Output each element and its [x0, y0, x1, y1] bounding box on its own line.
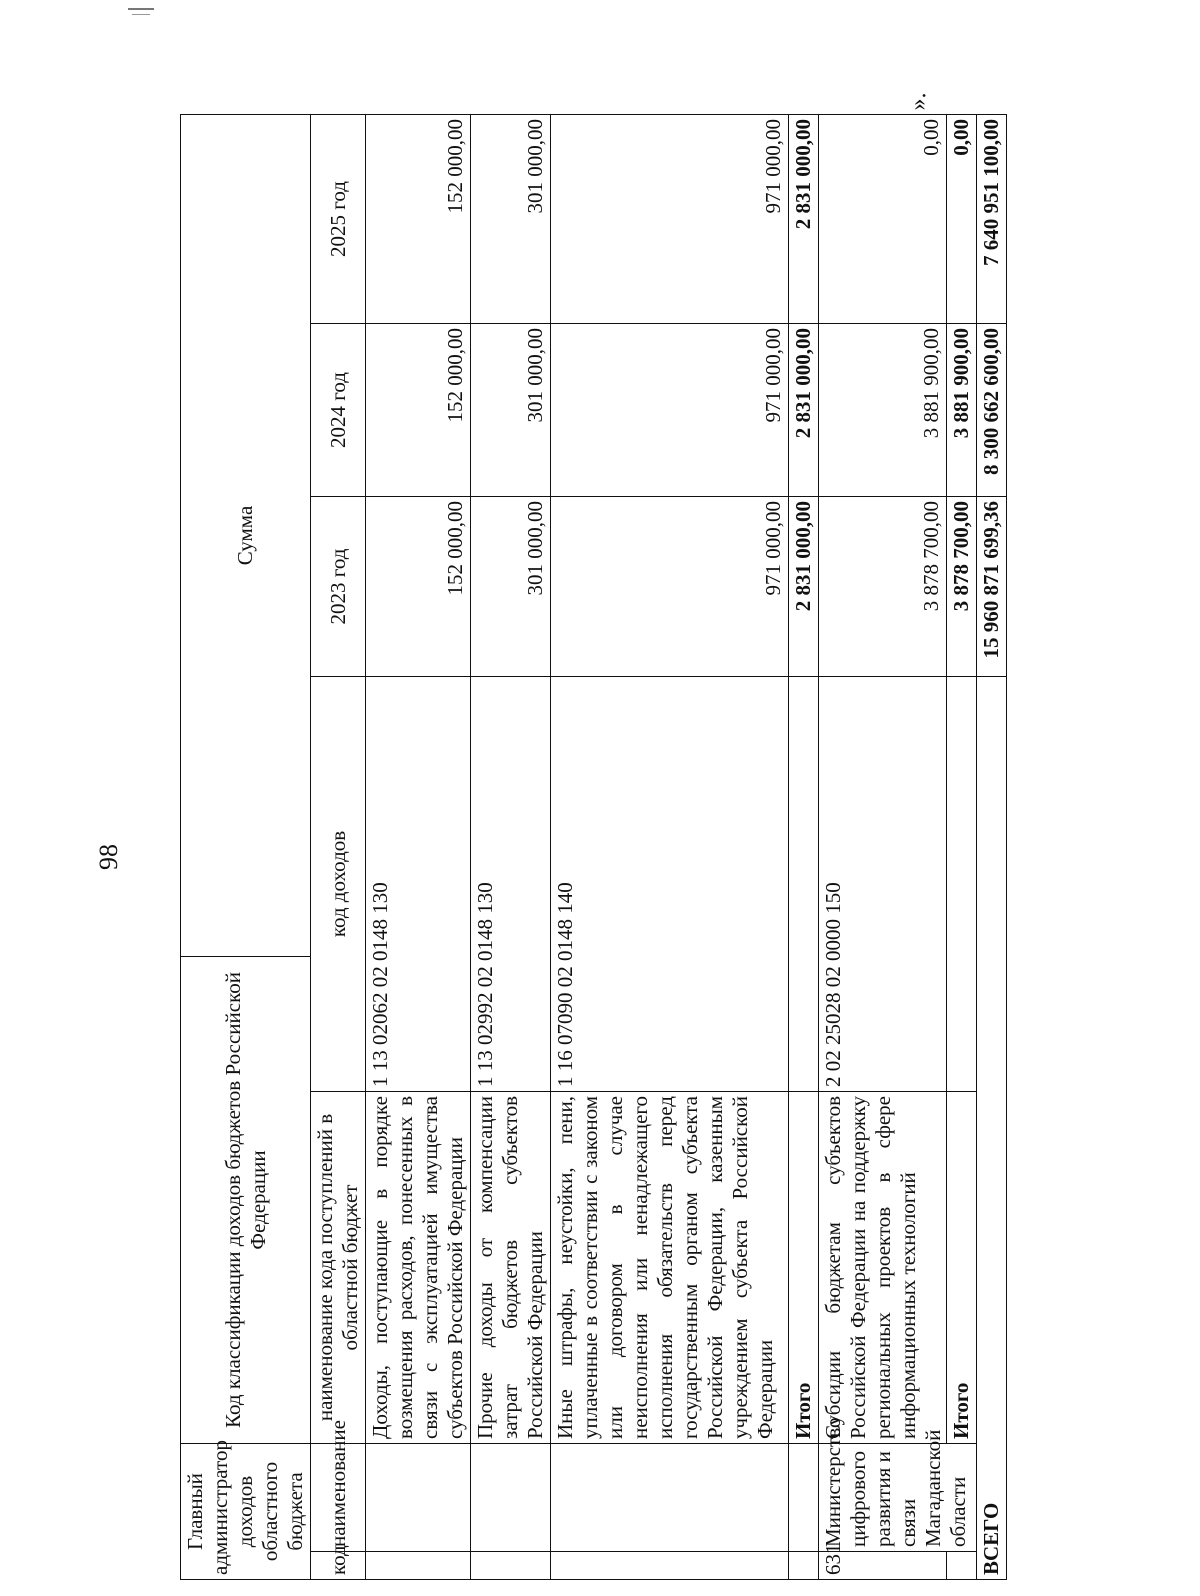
subtotal-row: [947, 114, 977, 1579]
subtotal-label: Итого: [789, 1092, 819, 1444]
grand-total-2023: 15 960 871 699,36: [977, 496, 1007, 676]
header-sum-group: Сумма: [181, 114, 311, 956]
cell-income-code: 1 13 02062 02 0148 130: [366, 676, 471, 1091]
subtotal-2023: 3 878 700,00: [947, 496, 977, 676]
table-row: [471, 114, 551, 1579]
header-classification-group: Код классификации доходов бюджетов Российской Федерации: [181, 956, 311, 1443]
subtotal-2024: 2 831 000,00: [789, 323, 819, 496]
cell-2023: 301 000,00: [471, 496, 551, 676]
cell-income-code: 1 13 02992 02 0148 130: [471, 676, 551, 1091]
cell-income-name: Прочие доходы от компенсации затрат бюджетов субъектов Российской Федерации: [471, 1092, 551, 1444]
cell-income-code: 1 16 07090 02 0148 140: [551, 676, 789, 1091]
empty-cell: [789, 1552, 819, 1580]
subtotal-2023: 2 831 000,00: [789, 496, 819, 676]
cell-code: 631: [819, 1552, 947, 1580]
subtotal-row: [789, 114, 819, 1579]
header-row-2: [311, 114, 366, 1579]
empty-cell: [947, 1552, 977, 1580]
empty-cell: [789, 1444, 819, 1552]
table-row-ministry: [819, 114, 947, 1579]
cell-income-name: Доходы, поступающие в порядке возмещения расходов, понесенных в связи с эксплуатацией имущества субъектов Российской Федерации: [366, 1092, 471, 1444]
header-income-name: наименование кода поступлений в областной бюджет: [311, 1092, 366, 1444]
cell-2025: 301 000,00: [471, 114, 551, 323]
scan-artifact: [132, 14, 150, 15]
header-name: наименование: [311, 1444, 366, 1552]
cell-2024: 3 881 900,00: [819, 323, 947, 496]
empty-cell: [789, 676, 819, 1091]
scan-artifact: [128, 8, 154, 10]
header-2024: 2024 год: [311, 323, 366, 496]
cell-2024: 152 000,00: [366, 323, 471, 496]
cell-code: [366, 1552, 471, 1580]
cell-admin: [471, 1444, 551, 1552]
cell-income-code: 2 02 25028 02 0000 150: [819, 676, 947, 1091]
cell-2024: 301 000,00: [471, 323, 551, 496]
cell-code: [551, 1552, 789, 1580]
cell-2023: 152 000,00: [366, 496, 471, 676]
cell-admin: [551, 1444, 789, 1552]
cell-admin: [366, 1444, 471, 1552]
cell-2025: 0,00: [819, 114, 947, 323]
header-2025: 2025 год: [311, 114, 366, 323]
cell-admin: Министерство цифрового развития и связи Магаданской области: [819, 1444, 977, 1552]
subtotal-2024: 3 881 900,00: [947, 323, 977, 496]
cell-2023: 3 878 700,00: [819, 496, 947, 676]
grand-total-label: ВСЕГО: [977, 676, 1007, 1579]
header-2023: 2023 год: [311, 496, 366, 676]
header-admin-group: Главный администратор доходов областного бюджета: [181, 1444, 311, 1580]
page-number: 98: [94, 844, 123, 870]
empty-cell: [947, 676, 977, 1091]
cell-code: [471, 1552, 551, 1580]
cell-2024: 971 000,00: [551, 323, 789, 496]
income-classification-table: [180, 114, 1007, 1580]
rotated-table-container: [180, 115, 1003, 1580]
cell-2025: 152 000,00: [366, 114, 471, 323]
subtotal-2025: 2 831 000,00: [789, 114, 819, 323]
grand-total-2025: 7 640 951 100,00: [977, 114, 1007, 323]
cell-2025: 971 000,00: [551, 114, 789, 323]
cell-2023: 971 000,00: [551, 496, 789, 676]
grand-total-2024: 8 300 662 600,00: [977, 323, 1007, 496]
subtotal-label: Итого: [947, 1092, 977, 1444]
table-row: [551, 114, 789, 1579]
cell-income-name: Иные штрафы, неустойки, пени, уплаченные в соответствии с законом или договором в случае неисполнения или ненадлежащего исполнения обязательств перед государственным органом субъекта Российской Федерации, казенным учреждением субъекта Российской Федерации: [551, 1092, 789, 1444]
subtotal-2025: 0,00: [947, 114, 977, 323]
header-row-1: [181, 114, 311, 1579]
grand-total-row: [977, 114, 1007, 1579]
header-code: код: [311, 1552, 366, 1580]
header-income-code: код доходов: [311, 676, 366, 1091]
table-row: [366, 114, 471, 1579]
closing-quote-mark: ».: [905, 92, 932, 111]
cell-income-name: Субсидии бюджетам субъектов Российской Федерации на поддержку региональных проектов в сфере информационных технологий: [819, 1092, 947, 1444]
